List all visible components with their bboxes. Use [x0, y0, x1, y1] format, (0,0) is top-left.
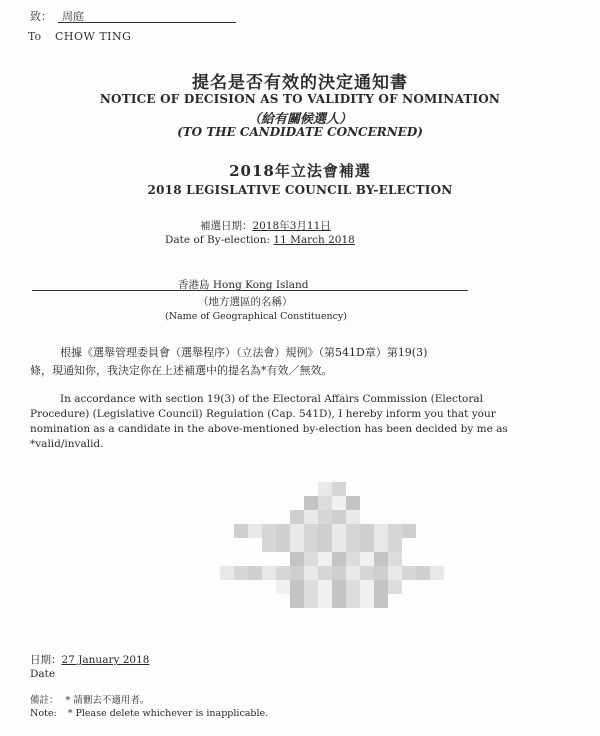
signature-blur-block: [388, 538, 402, 552]
title-zh: 提名是否有效的決定通知書: [192, 73, 408, 93]
signature-blur-block: [374, 524, 388, 538]
signature-blur-block: [276, 538, 290, 552]
election-date-value-en: 11 March 2018: [273, 234, 355, 246]
signature-blur-block: [346, 538, 360, 552]
signature-blur-block: [346, 580, 360, 594]
to-name-zh: 周庭: [62, 10, 84, 23]
election-date-label-zh: 補選日期：: [200, 220, 253, 232]
signature-blur-block: [276, 524, 290, 538]
signature-blur-block: [416, 566, 430, 580]
election-date-label-en: Date of By-election:: [165, 234, 271, 246]
note-label-en: Note:: [30, 708, 57, 719]
signature-blur-block: [262, 566, 276, 580]
body-en-line3: nomination as a candidate in the above-mentioned by-election has been decided by me as: [30, 423, 508, 435]
election-date-zh: [200, 218, 331, 233]
signature-blur-block: [290, 524, 304, 538]
signature-blur-block: [276, 580, 290, 594]
signature-blur-block: [346, 566, 360, 580]
signature-blur-block: [234, 524, 248, 538]
constituency-caption-en: (Name of Geographical Constituency): [165, 311, 347, 322]
signature-blur-block: [304, 552, 318, 566]
election-date-en: [165, 234, 355, 246]
signature-blur-block: [360, 524, 374, 538]
signature-blur-block: [374, 566, 388, 580]
signature-blur-block: [290, 580, 304, 594]
signature-blur-block: [360, 594, 374, 608]
signature-blur-block: [374, 580, 388, 594]
note-label-zh: 備註：: [30, 695, 59, 706]
to-label-zh: 致：: [30, 10, 52, 23]
signature-blur-block: [276, 566, 290, 580]
signature-blur-block: [234, 566, 248, 580]
blurred-signature: [220, 470, 450, 620]
signature-blur-block: [304, 566, 318, 580]
signature-blur-block: [332, 566, 346, 580]
signature-blur-block: [290, 538, 304, 552]
signature-blur-block: [220, 566, 234, 580]
body-en-line2: Procedure) (Legislative Council) Regulation (Cap. 541D), I hereby inform you that your: [30, 408, 496, 420]
election-en: 2018 LEGISLATIVE COUNCIL BY-ELECTION: [147, 183, 453, 197]
election-zh: 2018年立法會補選: [229, 162, 371, 180]
note-en: [30, 708, 268, 719]
issue-date-label-en: Date: [30, 668, 56, 680]
note-text-zh: * 請刪去不適用者。: [65, 695, 150, 706]
signature-blur-block: [374, 552, 388, 566]
signature-blur-block: [318, 566, 332, 580]
signature-blur-block: [388, 552, 402, 566]
signature-blur-block: [346, 594, 360, 608]
signature-blur-block: [332, 580, 346, 594]
signature-blur-block: [290, 552, 304, 566]
signature-blur-block: [318, 496, 332, 510]
signature-blur-block: [304, 538, 318, 552]
signature-blur-block: [402, 566, 416, 580]
to-name-en: CHOW TING: [55, 30, 132, 43]
signature-blur-block: [332, 524, 346, 538]
signature-blur-block: [332, 496, 346, 510]
signature-blur-block: [248, 566, 262, 580]
to-label-en: To: [28, 30, 42, 43]
signature-blur-block: [402, 524, 416, 538]
signature-blur-block: [304, 510, 318, 524]
signature-blur-block: [262, 538, 276, 552]
signature-blur-block: [346, 552, 360, 566]
constituency-caption-zh: （地方選區的名稱）: [198, 296, 293, 308]
body-zh-line2: 條，現通知你，我決定你在上述補選中的提名為*有效／無效。: [30, 364, 333, 377]
signature-blur-block: [318, 538, 332, 552]
signature-blur-block: [360, 552, 374, 566]
signature-blur-block: [388, 580, 402, 594]
signature-blur-block: [318, 510, 332, 524]
to-underline: [58, 22, 236, 23]
signature-blur-block: [332, 594, 346, 608]
signature-blur-block: [318, 524, 332, 538]
recipient-zh: （給有關候選人）: [247, 112, 352, 127]
signature-blur-block: [360, 538, 374, 552]
note-text-en: * Please delete whichever is inapplicable.: [67, 708, 269, 719]
signature-blur-block: [332, 482, 346, 496]
issue-date-zh: [30, 652, 149, 667]
election-date-value-zh: 2018年3月11日: [252, 220, 331, 232]
constituency-name: 香港島 Hong Kong Island: [178, 279, 309, 291]
body-en-line4: *valid/invalid.: [30, 438, 104, 450]
signature-blur-block: [290, 594, 304, 608]
recipient-en: (TO THE CANDIDATE CONCERNED): [177, 125, 423, 139]
signature-blur-block: [304, 524, 318, 538]
signature-blur-block: [248, 524, 262, 538]
signature-blur-block: [318, 580, 332, 594]
constituency-underline: [32, 290, 468, 291]
signature-blur-block: [374, 594, 388, 608]
signature-blur-block: [346, 496, 360, 510]
signature-blur-block: [318, 594, 332, 608]
signature-blur-block: [262, 524, 276, 538]
signature-blur-block: [346, 510, 360, 524]
signature-blur-block: [360, 566, 374, 580]
signature-blur-block: [374, 538, 388, 552]
signature-blur-block: [304, 580, 318, 594]
signature-blur-block: [388, 566, 402, 580]
signature-blur-block: [388, 524, 402, 538]
signature-blur-block: [346, 524, 360, 538]
title-en: NOTICE OF DECISION AS TO VALIDITY OF NOMINATION: [99, 92, 501, 106]
signature-blur-block: [304, 496, 318, 510]
signature-blur-block: [304, 594, 318, 608]
issue-date-label-zh: 日期：: [30, 654, 62, 666]
issue-date-value: 27 January 2018: [61, 654, 150, 666]
signature-blur-block: [318, 482, 332, 496]
signature-blur-block: [332, 552, 346, 566]
body-zh-line1: 根據《選舉管理委員會（選舉程序）（立法會）規例》（第541D章）第19(3): [60, 346, 428, 359]
signature-blur-block: [290, 510, 304, 524]
signature-blur-block: [430, 566, 444, 580]
signature-blur-block: [290, 566, 304, 580]
note-zh: [30, 692, 149, 706]
signature-blur-block: [332, 538, 346, 552]
signature-blur-block: [360, 580, 374, 594]
signature-blur-block: [318, 552, 332, 566]
signature-blur-block: [332, 510, 346, 524]
body-en-line1: In accordance with section 19(3) of the Electoral Affairs Commission (Electoral: [60, 393, 484, 405]
